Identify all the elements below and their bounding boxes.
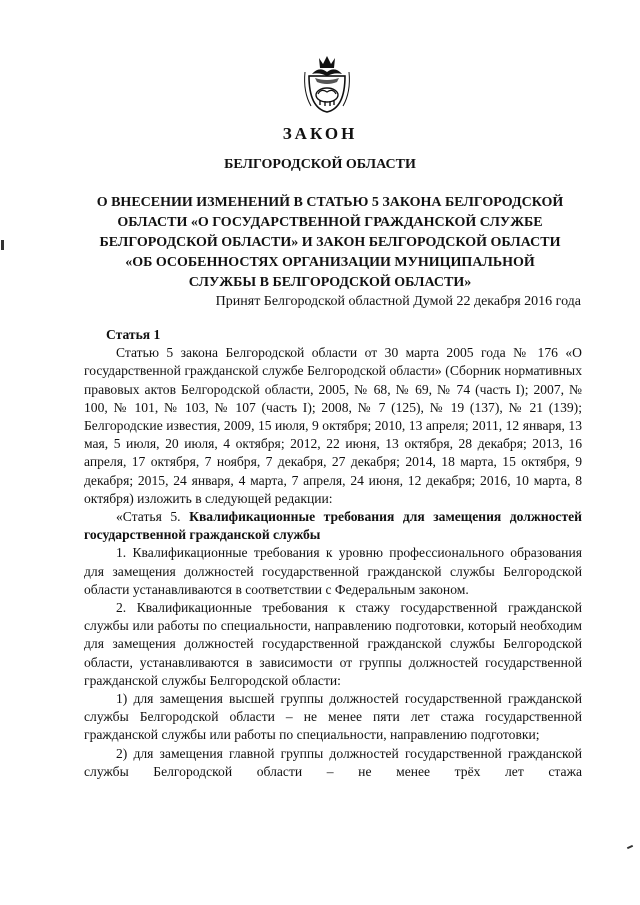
- law-heading-line: «ОБ ОСОБЕННОСТЯХ ОРГАНИЗАЦИИ МУНИЦИПАЛЬНОЙ: [125, 255, 535, 270]
- paragraph-2: 2. Квалификационные требования к стажу государственной гражданской службы или работы по специальности, направлению подготовки, который необходим для замещения должностей государственной гражданской службы Белгородской области, устанавливаются в зависимости от группы должностей государственной гражданской службы Белгородской области:: [84, 600, 582, 688]
- law-heading-line: О ВНЕСЕНИИ ИЗМЕНЕНИЙ В СТАТЬЮ 5 ЗАКОНА БЕЛГОРОДСКОЙ: [96, 195, 564, 210]
- adoption-line: Принят Белгородской областной Думой 22 декабря 2016 года: [215, 294, 581, 309]
- list-item-1: 1) для замещения высшей группы должностей государственной гражданской службы Белгородской области – не менее пяти лет стажа государственной гражданской службы или работы по специальности, направлению подготовки;: [84, 691, 582, 743]
- document-title: ЗАКОН: [282, 124, 358, 143]
- coat-of-arms-emblem: [301, 52, 353, 114]
- quoted-article-heading: [84, 508, 582, 544]
- paragraph-1: 1. Квалификационные требования к уровню профессионального образования для замещения должностей государственной гражданской службы Белгородской области устанавливаются в соответствии с Федеральным законом.: [84, 545, 582, 597]
- document-region: БЕЛГОРОДСКОЙ ОБЛАСТИ: [224, 157, 416, 172]
- law-heading-line: СЛУЖБЫ В БЕЛГОРОДСКОЙ ОБЛАСТИ»: [188, 275, 472, 290]
- law-heading: [78, 193, 582, 293]
- article-intro-paragraph: Статью 5 закона Белгородской области от 30 марта 2005 года № 176 «О государственной гражданской службе Белгородской области» (Сборник нормативных правовых актов Белгородской области, 2005, № 68, № 69, № 74 (часть I); 2007, № 100, № 101, № 103, № 107 (часть I); 2008, № 7 (125), № 19 (137), № 21 (139); Белгородские известия, 2009, 15 июля, 9 октября; 2010, 13 апреля; 2011, 12 января, 13 мая, 5 июля, 20 июля, 4 октября; 2012, 22 июня, 13 октября, 28 декабря; 2013, 16 апреля, 17 октября, 7 ноября, 7 декабря, 27 декабря; 2014, 18 марта, 15 октября, 9 декабря; 2015, 24 января, 4 марта, 7 апреля, 24 июня, 12 декабря; 2016, 10 марта, 8 октября) изложить в следующей редакции:: [84, 345, 582, 506]
- scan-margin-mark: [627, 845, 633, 849]
- article-label: Статья 1: [106, 327, 161, 342]
- law-heading-line: БЕЛГОРОДСКОЙ ОБЛАСТИ» И ЗАКОН БЕЛГОРОДСКОЙ ОБЛАСТИ: [99, 235, 561, 250]
- scan-margin-mark: [1, 240, 4, 250]
- quoted-article-prefix: «Статья 5.: [116, 509, 190, 525]
- list-item-2: 2) для замещения главной группы должностей государственной гражданской службы Белгородской области – не менее трёх лет стажа: [84, 745, 582, 779]
- document-body: [84, 326, 582, 781]
- quoted-article-title: Квалификационные требования для замещения должностей государственной гражданской службы: [84, 509, 582, 543]
- law-heading-line: ОБЛАСТИ «О ГОСУДАРСТВЕННОЙ ГРАЖДАНСКОЙ СЛУЖБЕ: [117, 215, 543, 230]
